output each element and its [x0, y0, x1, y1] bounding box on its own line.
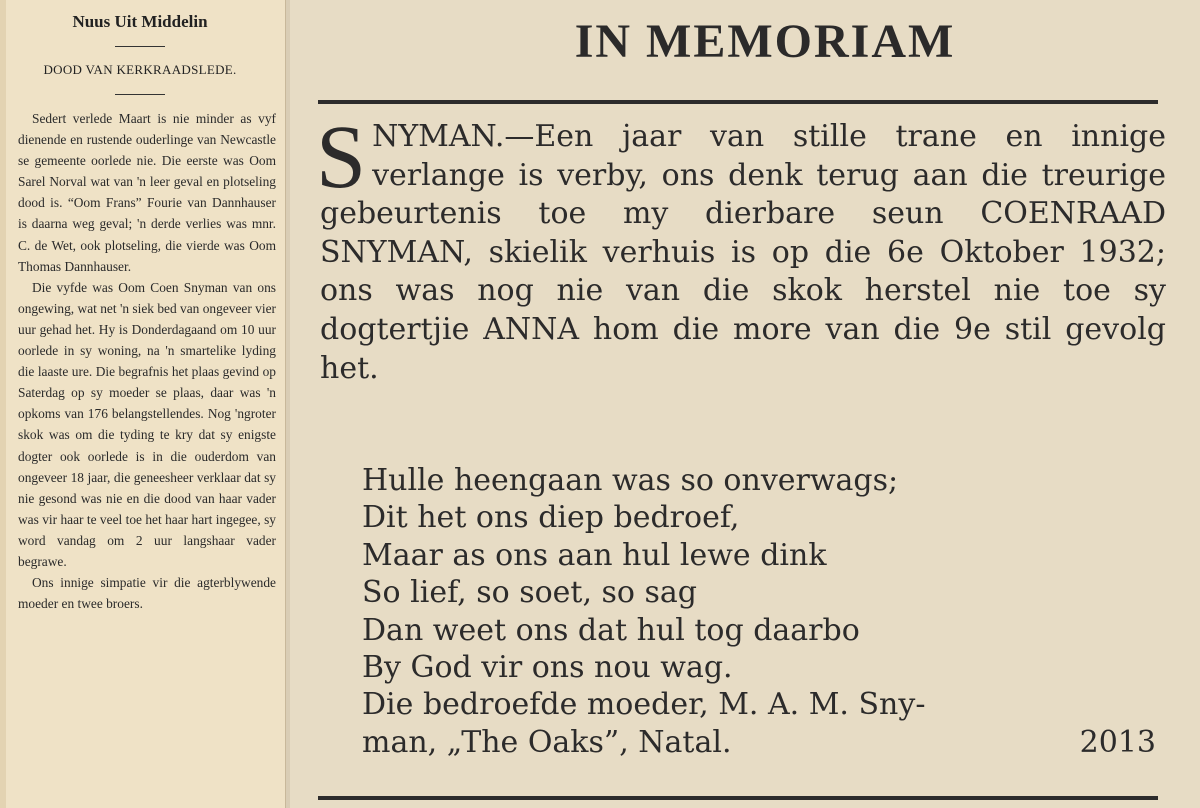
- memoriam-body: [316, 108, 1166, 388]
- left-paragraph: Sedert verlede Maart is nie minder as vyf dienende en rustende ouderlinge van Newcastle se gemeente oorlede nie. Die eerste was Oom Sarel Norval wat van 'n leer geval en plotseling dood is. “Oom Frans” Fourie van Dannhauser is daarna weg geval; 'n derde verlies was mnr. C. de Wet, ook plotseling, die vierde was Oom Thomas Dannhauser.: [18, 111, 276, 274]
- verse-line: So lief, so soet, so sag: [362, 575, 698, 611]
- left-paragraph: Die vyfde was Oom Coen Snyman van ons ongewing, wat net 'n siek bed van ongeveer vier uur gehad het. Hy is Donderdagaand om 10 uur oorlede in sy woning, na 'n smartelike lyding die laaste ure. Die begrafnis het plaas gevind op Saterdag op sy moeder se plaas, daar was 'n opkoms van 176 belangstellendes. Nog 'ngroter skok was om die tyding te kry dat sy enigste dogter ook oorlede is in die ouderdom van ongeveer 18 jaar, die geneesheer verklaar dat sy nie gesond was nie en die dood van haar vader was vir haar te veel toe het haar hart ingegee, sy word vandag om 2 uur langshaar vader begrawe.: [18, 279, 276, 569]
- memoriam-heading: IN MEMORIAM: [574, 15, 956, 68]
- left-column-body: [18, 108, 276, 614]
- heading-rule: [318, 100, 1158, 104]
- signature-line: Die bedroefde moeder, M. A. M. Sny-: [362, 687, 926, 723]
- verse-line: Dit het ons diep bedroef,: [362, 500, 740, 536]
- clipping-edge: [0, 0, 6, 808]
- memoriam-paragraph: [316, 108, 1166, 388]
- drop-cap: S: [316, 108, 367, 207]
- memoriam-lead-text: NYMAN.—Een jaar van stille trane en innige verlange is verby, ons denk terug aan die treurige gebeurtenis toe my dierbare seun COENRAAD SNYMAN, skielik verhuis is op die 6e Oktober 1932; ons was nog nie van die skok herstel nie toe sy dogtertjie ANNA hom die more van die 9e stil gevolg het.: [320, 119, 1166, 386]
- verse-line: Hulle heengaan was so onverwags;: [362, 463, 899, 498]
- title-divider: [115, 46, 165, 47]
- left-paragraph: Ons innige simpatie vir die agterblywende moeder en twee broers.: [18, 575, 276, 612]
- memoriam-verse: [362, 462, 1172, 761]
- signature-line: man, „The Oaks”, Natal.: [362, 724, 732, 760]
- left-column-subtitle: DOOD VAN KERKRAADSLEDE.: [43, 62, 237, 77]
- ad-number: 2013: [1079, 724, 1156, 760]
- verse-line: Maar as ons aan hul lewe dink: [362, 537, 827, 573]
- memoriam-clipping: [290, 0, 1200, 808]
- signature-row: [362, 724, 1172, 761]
- left-newspaper-clipping: [0, 0, 286, 808]
- subtitle-divider: [115, 94, 165, 95]
- verse-line: By God vir ons nou wag.: [362, 650, 733, 686]
- verse-line: Dan weet ons dat hul tog daarbo: [362, 612, 860, 648]
- left-column-title: Nuus Uit Middelin: [72, 12, 208, 31]
- bottom-rule: [318, 796, 1158, 800]
